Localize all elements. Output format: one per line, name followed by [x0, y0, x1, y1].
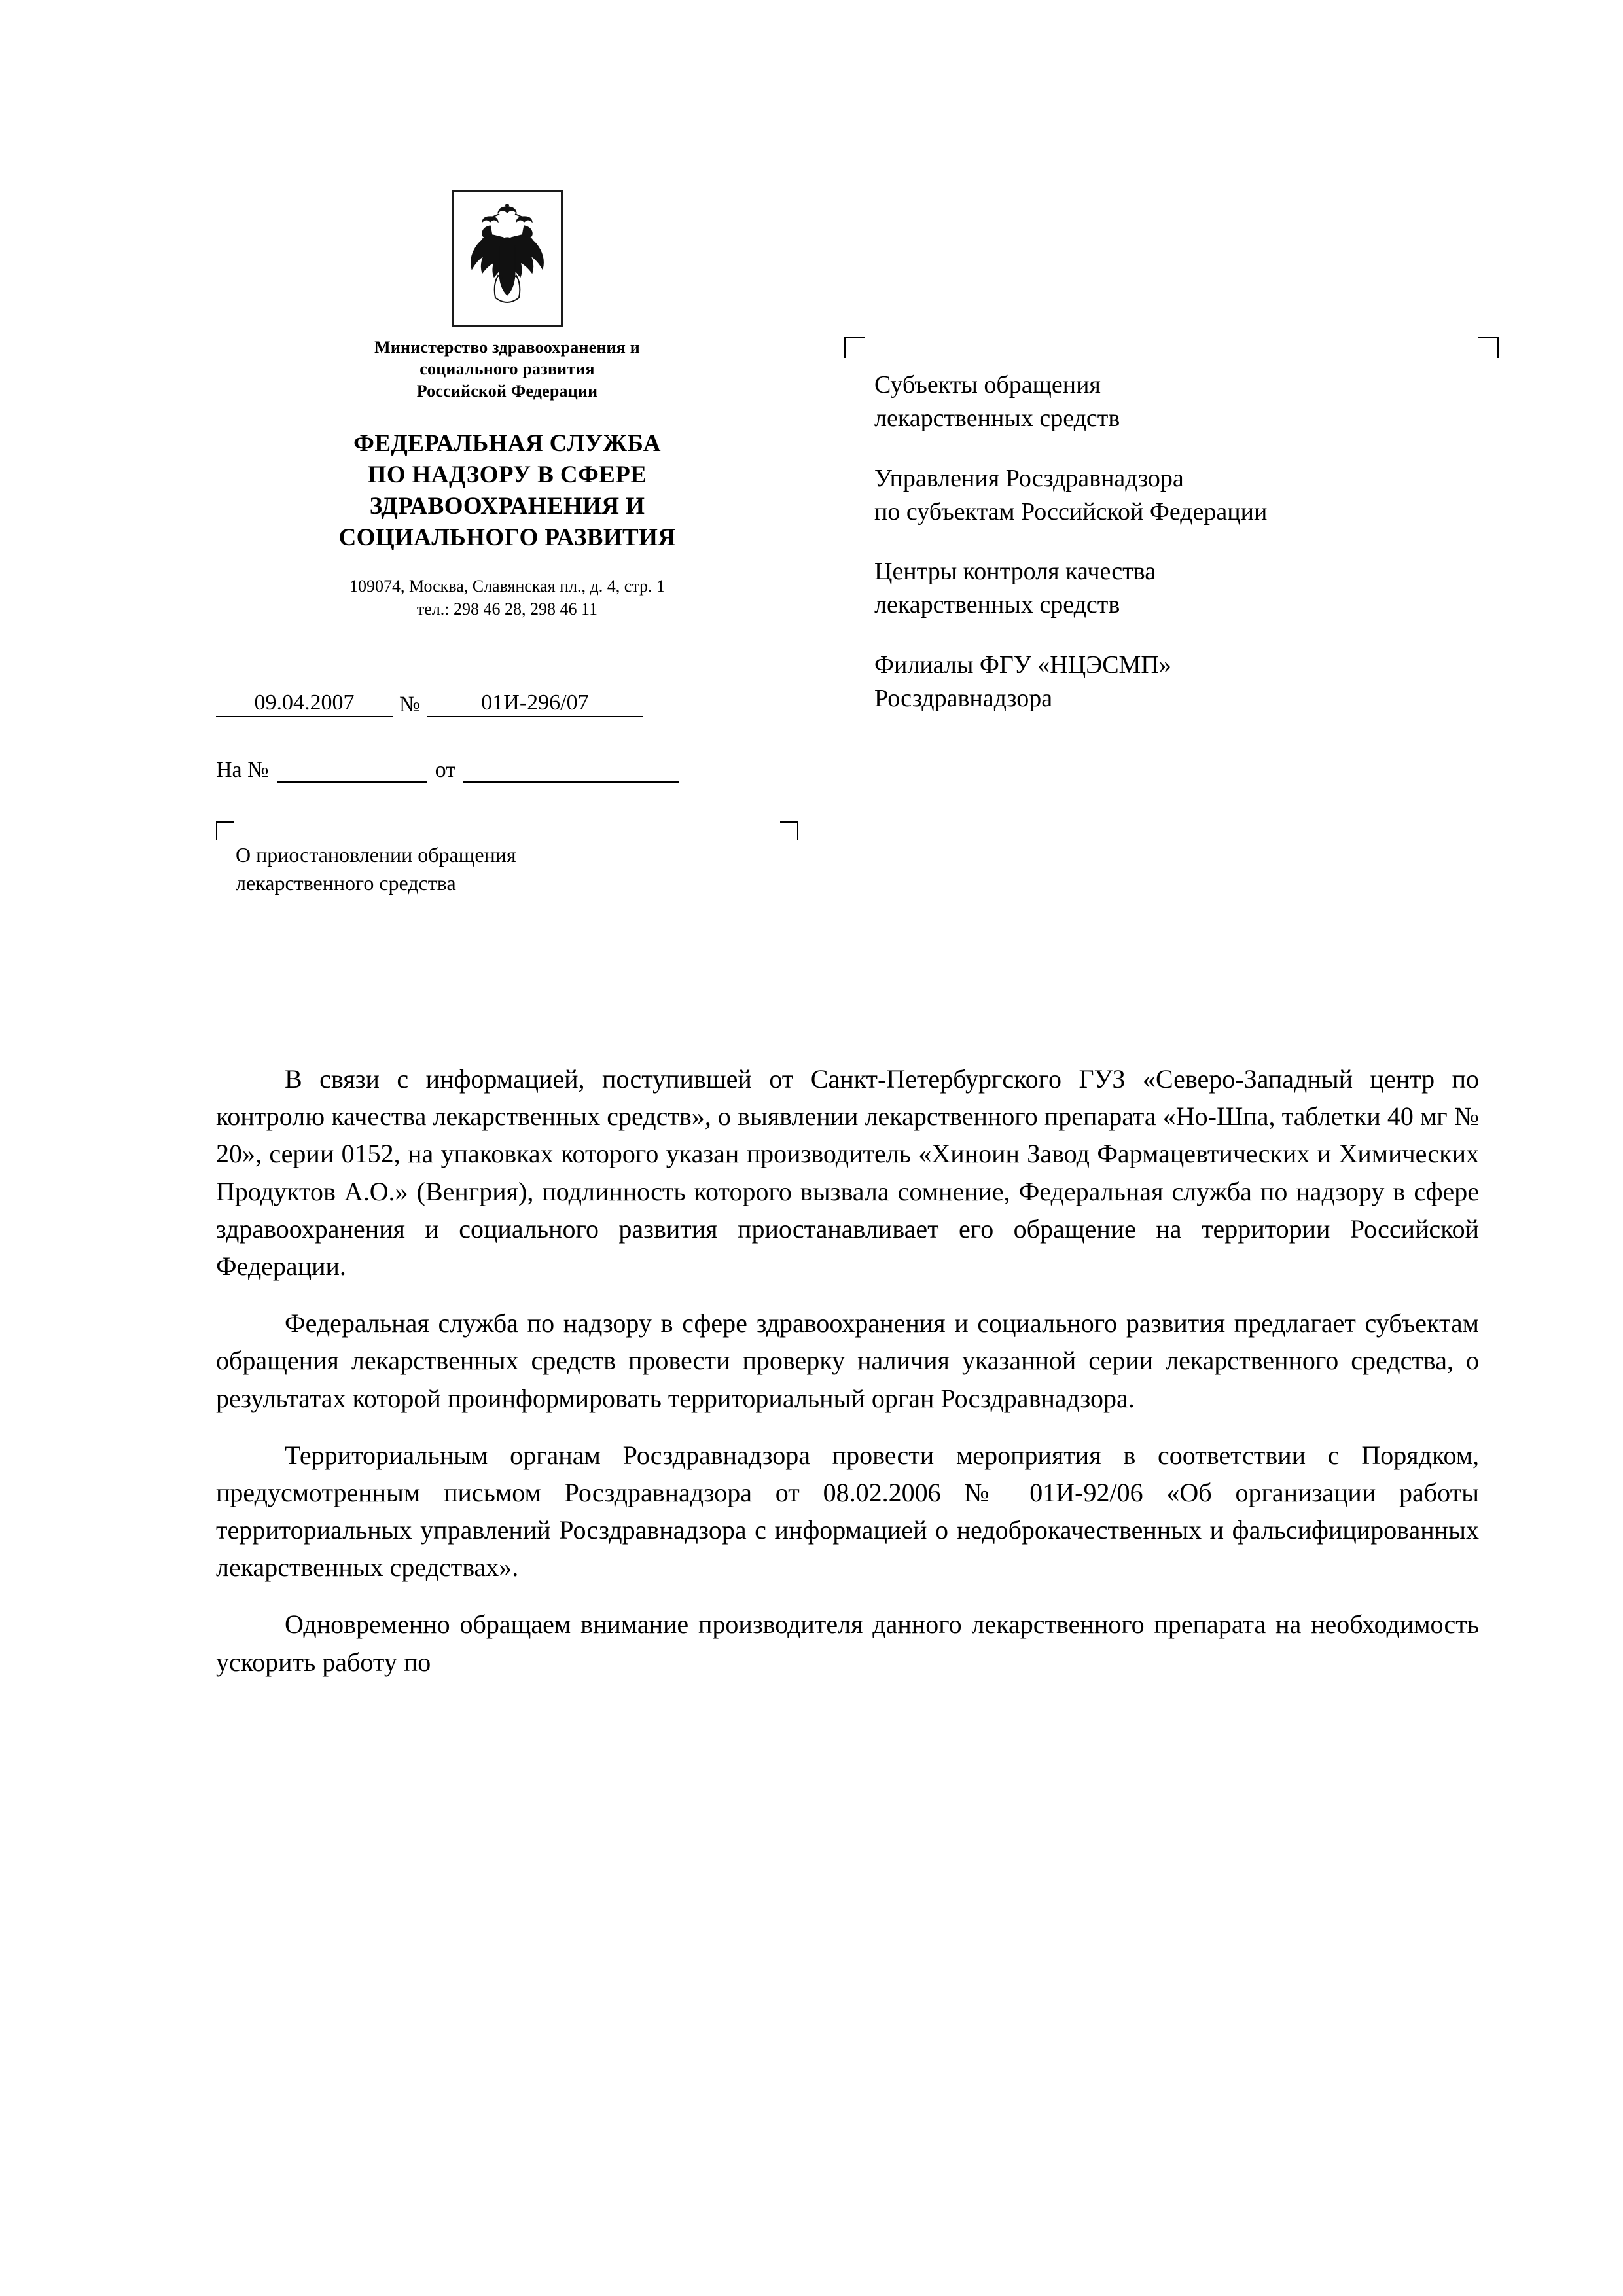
list-item: Субъекты обращения лекарственных средств: [874, 371, 1120, 433]
incoming-reference-line: [216, 756, 805, 783]
list-item: Филиалы ФГУ «НЦЭСМП» Росздравнадзора: [874, 651, 1171, 713]
letter-body: [216, 1060, 1479, 1681]
subject-text: [216, 821, 798, 897]
body-paragraph-4: Одновременно обращаем внимание производителя данного лекарственного препарата на необходимость ускорить работу по: [216, 1609, 1479, 1677]
subject-block: [216, 821, 798, 897]
service-name: [249, 428, 766, 554]
addressee-bracket-top-left: [844, 337, 865, 358]
address-line-1: 109074, Москва, Славянская пл., д. 4, стр. 1: [349, 577, 666, 596]
from-value: [463, 756, 679, 783]
bracket-top-right: [780, 821, 798, 840]
coat-of-arms-emblem-icon: [452, 190, 563, 327]
service-line-1: ФЕДЕРАЛЬНАЯ СЛУЖБА: [353, 429, 661, 457]
from-label: от: [435, 758, 456, 783]
list-item: Управления Росздравнадзора по субъектам Российской Федерации: [874, 464, 1268, 526]
ministry-line-3: Российской Федерации: [416, 381, 598, 401]
on-number-value: [277, 756, 427, 783]
service-line-3: ЗДРАВООХРАНЕНИЯ И: [369, 492, 645, 520]
organization-address: [249, 575, 766, 620]
letterhead: [249, 190, 766, 620]
ministry-line-1: Министерство здравоохранения и: [374, 338, 640, 357]
on-number-label: На №: [216, 758, 269, 783]
number-label: №: [399, 692, 421, 717]
bracket-top-left: [216, 821, 234, 840]
list-item: Центры контроля качества лекарственных средств: [874, 558, 1156, 619]
subject-line-2: лекарственного средства: [236, 871, 456, 895]
document-number: 01И-296/07: [427, 691, 643, 717]
addressee-bracket-top-right: [1478, 337, 1499, 358]
addressee-list: [844, 337, 1499, 715]
document-date: 09.04.2007: [216, 691, 393, 717]
body-paragraph-2: Федеральная служба по надзору в сфере здравоохранения и социального развития предлагает субъектам обращения лекарственных средств провести проверку наличия указанной серии лекарственного средства, о результатах которой проинформировать территориальный орган Росздравнадзора.: [216, 1308, 1479, 1413]
document-reference-line: [216, 691, 779, 717]
addressee-block: [844, 337, 1499, 715]
body-paragraph-1: В связи с информацией, поступившей от Санкт-Петербургского ГУЗ «Северо-Западный центр по контролю качества лекарственных средств», о выявлении лекарственного препарата «Но-Шпа, таблетки 40 мг № 20», серии 0152, на упаковках которого указан производитель «Хиноин Завод Фармацевтических и Химических Продуктов А.О.» (Венгрия), подлинность которого вызвала сомнение, Федеральная служба по надзору в сфере здравоохранения и социального развития приостанавливает его обращение на территории Российской Федерации.: [216, 1064, 1479, 1281]
subject-bracket-frame: [216, 821, 798, 897]
service-line-4: СОЦИАЛЬНОГО РАЗВИТИЯ: [338, 524, 676, 552]
body-paragraph-3: Территориальным органам Росздравнадзора провести мероприятия в соответствии с Порядком, предусмотренным письмом Росздравнадзора от 08.02.2006 № 01И-92/06 «Об организации работы территориальных управлений Росздравнадзора с информацией о недоброкачественных и фальсифицированных лекарственных средствах».: [216, 1440, 1479, 1583]
ministry-name: [249, 336, 766, 402]
subject-line-1: О приостановлении обращения: [236, 843, 516, 867]
service-line-2: ПО НАДЗОРУ В СФЕРЕ: [367, 461, 647, 488]
address-phone-line: тел.: 298 46 28, 298 46 11: [416, 600, 598, 619]
ministry-line-2: социального развития: [419, 359, 595, 379]
